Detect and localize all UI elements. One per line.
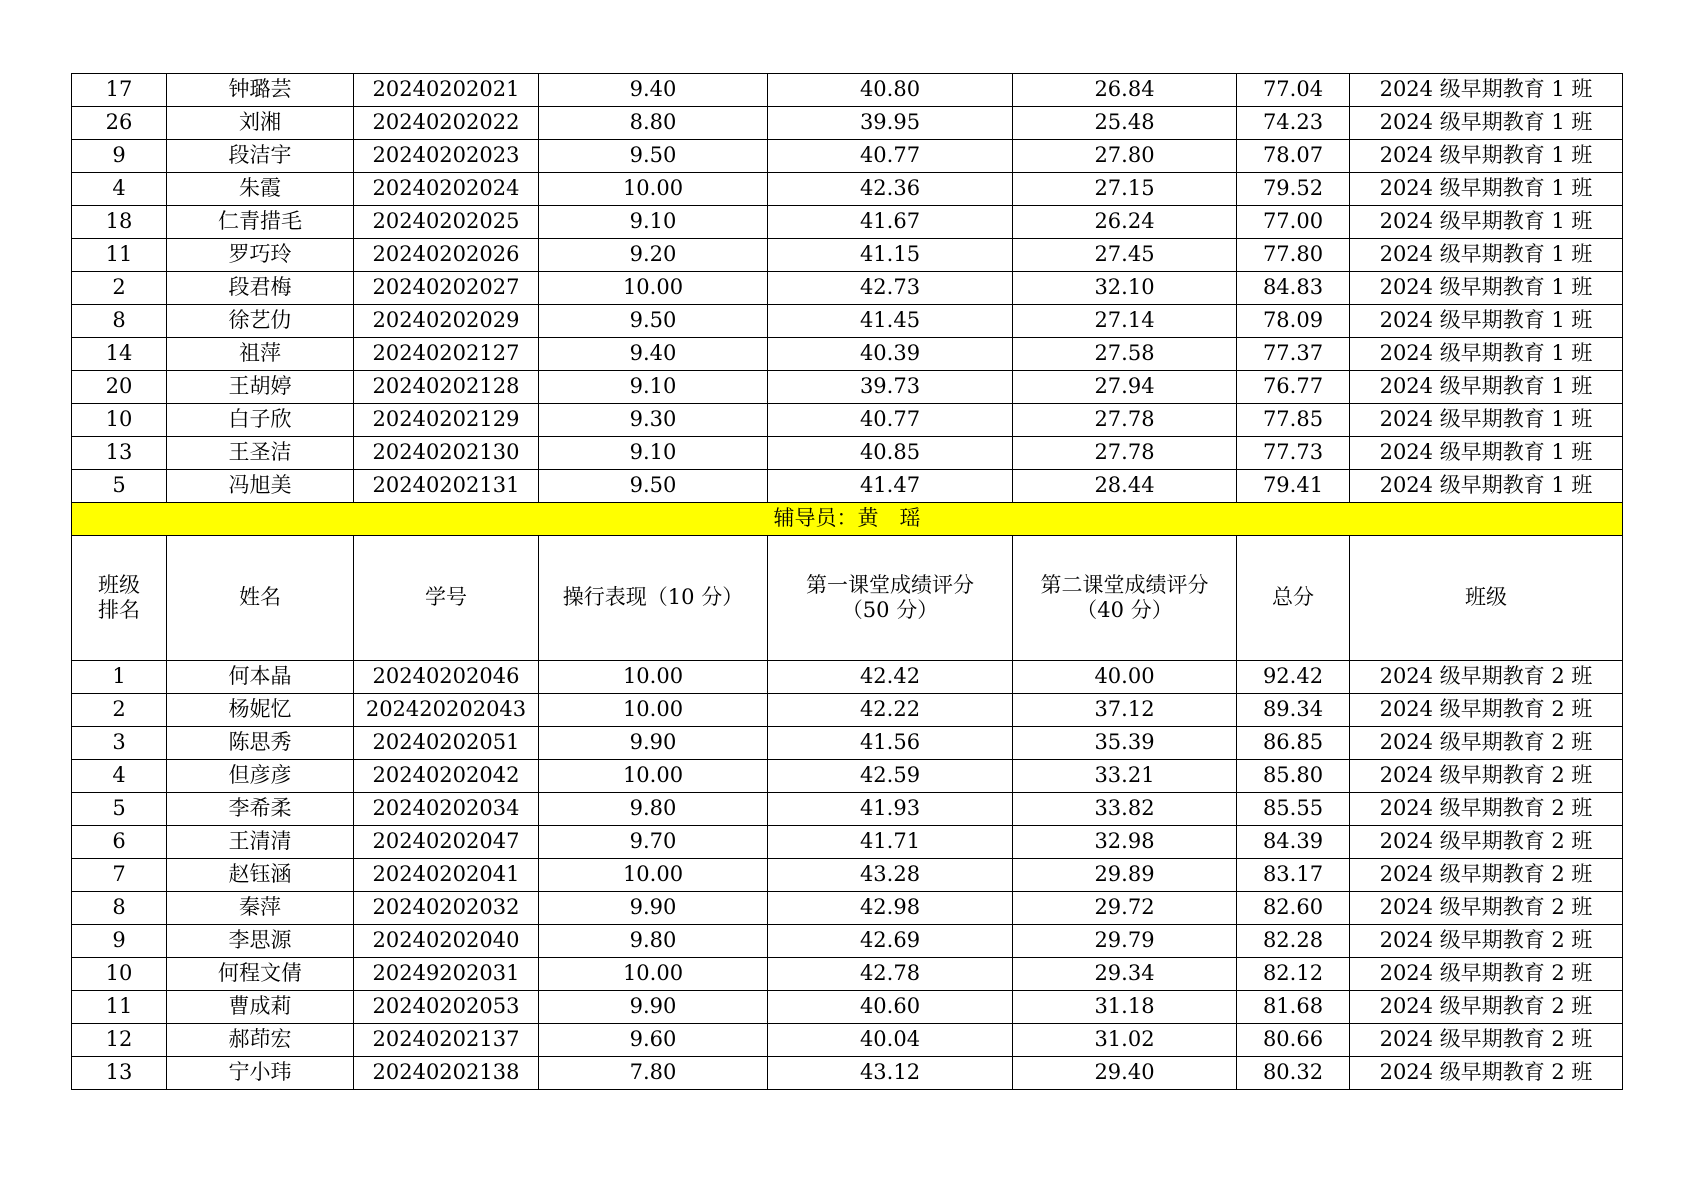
table-row bbox=[72, 272, 1623, 305]
cell-rank: 11 bbox=[72, 991, 167, 1024]
table-row bbox=[72, 826, 1623, 859]
cell-name: 白子欣 bbox=[167, 404, 354, 437]
cell-student-id: 20240202130 bbox=[354, 437, 539, 470]
cell-name: 何本晶 bbox=[167, 661, 354, 694]
table-row bbox=[72, 892, 1623, 925]
cell-rank: 1 bbox=[72, 661, 167, 694]
cell-class: 2024 级早期教育 2 班 bbox=[1350, 694, 1623, 727]
cell-rank: 9 bbox=[72, 140, 167, 173]
table-row bbox=[72, 1024, 1623, 1057]
cell-first-class: 42.78 bbox=[768, 958, 1013, 991]
cell-first-class: 42.36 bbox=[768, 173, 1013, 206]
cell-total: 82.12 bbox=[1237, 958, 1350, 991]
cell-conduct: 9.80 bbox=[539, 925, 768, 958]
cell-total: 76.77 bbox=[1237, 371, 1350, 404]
cell-name: 罗巧玲 bbox=[167, 239, 354, 272]
cell-student-id: 202420202043 bbox=[354, 694, 539, 727]
cell-second-class: 28.44 bbox=[1013, 470, 1237, 503]
cell-second-class: 40.00 bbox=[1013, 661, 1237, 694]
cell-conduct: 10.00 bbox=[539, 859, 768, 892]
cell-first-class: 43.12 bbox=[768, 1057, 1013, 1090]
cell-total: 84.83 bbox=[1237, 272, 1350, 305]
cell-first-class: 41.71 bbox=[768, 826, 1013, 859]
cell-second-class: 29.72 bbox=[1013, 892, 1237, 925]
cell-total: 77.73 bbox=[1237, 437, 1350, 470]
cell-student-id: 20240202027 bbox=[354, 272, 539, 305]
cell-conduct: 9.20 bbox=[539, 239, 768, 272]
cell-name: 郝茚宏 bbox=[167, 1024, 354, 1057]
table-row bbox=[72, 74, 1623, 107]
table-row bbox=[72, 239, 1623, 272]
cell-first-class: 40.77 bbox=[768, 140, 1013, 173]
cell-total: 85.55 bbox=[1237, 793, 1350, 826]
cell-student-id: 20240202128 bbox=[354, 371, 539, 404]
cell-first-class: 43.28 bbox=[768, 859, 1013, 892]
cell-rank: 8 bbox=[72, 892, 167, 925]
cell-class: 2024 级早期教育 2 班 bbox=[1350, 793, 1623, 826]
header-first-class bbox=[768, 536, 1013, 661]
cell-conduct: 9.60 bbox=[539, 1024, 768, 1057]
cell-conduct: 9.50 bbox=[539, 140, 768, 173]
cell-second-class: 29.89 bbox=[1013, 859, 1237, 892]
table-row bbox=[72, 173, 1623, 206]
cell-name: 曹成莉 bbox=[167, 991, 354, 1024]
cell-conduct: 9.80 bbox=[539, 793, 768, 826]
cell-total: 82.28 bbox=[1237, 925, 1350, 958]
cell-total: 82.60 bbox=[1237, 892, 1350, 925]
header-rank-line2: 排名 bbox=[98, 598, 140, 622]
cell-conduct: 9.30 bbox=[539, 404, 768, 437]
cell-student-id: 20240202029 bbox=[354, 305, 539, 338]
cell-total: 86.85 bbox=[1237, 727, 1350, 760]
cell-student-id: 20240202046 bbox=[354, 661, 539, 694]
cell-student-id: 20240202022 bbox=[354, 107, 539, 140]
cell-class: 2024 级早期教育 2 班 bbox=[1350, 760, 1623, 793]
cell-student-id: 20249202031 bbox=[354, 958, 539, 991]
cell-student-id: 20240202131 bbox=[354, 470, 539, 503]
cell-second-class: 27.15 bbox=[1013, 173, 1237, 206]
table-header-row bbox=[72, 536, 1623, 661]
cell-name: 王胡婷 bbox=[167, 371, 354, 404]
cell-total: 79.41 bbox=[1237, 470, 1350, 503]
header-first-class-line1: 第一课堂成绩评分 bbox=[806, 572, 974, 597]
cell-total: 77.00 bbox=[1237, 206, 1350, 239]
table-row bbox=[72, 404, 1623, 437]
cell-first-class: 41.15 bbox=[768, 239, 1013, 272]
cell-conduct: 9.10 bbox=[539, 371, 768, 404]
table-row bbox=[72, 694, 1623, 727]
table-row bbox=[72, 338, 1623, 371]
table-row bbox=[72, 859, 1623, 892]
cell-first-class: 40.60 bbox=[768, 991, 1013, 1024]
cell-conduct: 9.90 bbox=[539, 892, 768, 925]
cell-conduct: 9.70 bbox=[539, 826, 768, 859]
table-row bbox=[72, 925, 1623, 958]
cell-student-id: 20240202025 bbox=[354, 206, 539, 239]
cell-name: 刘湘 bbox=[167, 107, 354, 140]
cell-student-id: 20240202024 bbox=[354, 173, 539, 206]
cell-class: 2024 级早期教育 1 班 bbox=[1350, 404, 1623, 437]
cell-name: 李希柔 bbox=[167, 793, 354, 826]
cell-name: 段洁宇 bbox=[167, 140, 354, 173]
cell-conduct: 9.40 bbox=[539, 74, 768, 107]
cell-second-class: 27.78 bbox=[1013, 437, 1237, 470]
cell-name: 李思源 bbox=[167, 925, 354, 958]
cell-class: 2024 级早期教育 1 班 bbox=[1350, 107, 1623, 140]
cell-class: 2024 级早期教育 1 班 bbox=[1350, 206, 1623, 239]
cell-second-class: 27.80 bbox=[1013, 140, 1237, 173]
cell-second-class: 29.40 bbox=[1013, 1057, 1237, 1090]
cell-rank: 12 bbox=[72, 1024, 167, 1057]
cell-second-class: 27.58 bbox=[1013, 338, 1237, 371]
cell-class: 2024 级早期教育 2 班 bbox=[1350, 991, 1623, 1024]
table-row bbox=[72, 991, 1623, 1024]
cell-second-class: 27.14 bbox=[1013, 305, 1237, 338]
cell-conduct: 10.00 bbox=[539, 661, 768, 694]
cell-name: 陈思秀 bbox=[167, 727, 354, 760]
table-row bbox=[72, 371, 1623, 404]
cell-name: 王圣洁 bbox=[167, 437, 354, 470]
cell-second-class: 33.21 bbox=[1013, 760, 1237, 793]
cell-first-class: 42.22 bbox=[768, 694, 1013, 727]
cell-rank: 8 bbox=[72, 305, 167, 338]
cell-total: 89.34 bbox=[1237, 694, 1350, 727]
header-rank bbox=[72, 536, 167, 661]
table-row bbox=[72, 437, 1623, 470]
cell-rank: 4 bbox=[72, 173, 167, 206]
cell-class: 2024 级早期教育 2 班 bbox=[1350, 1024, 1623, 1057]
cell-rank: 6 bbox=[72, 826, 167, 859]
cell-first-class: 42.59 bbox=[768, 760, 1013, 793]
cell-conduct: 10.00 bbox=[539, 173, 768, 206]
table-row bbox=[72, 793, 1623, 826]
cell-student-id: 20240202053 bbox=[354, 991, 539, 1024]
cell-student-id: 20240202034 bbox=[354, 793, 539, 826]
cell-first-class: 41.47 bbox=[768, 470, 1013, 503]
cell-second-class: 26.84 bbox=[1013, 74, 1237, 107]
cell-name: 朱霞 bbox=[167, 173, 354, 206]
cell-class: 2024 级早期教育 2 班 bbox=[1350, 727, 1623, 760]
cell-second-class: 32.10 bbox=[1013, 272, 1237, 305]
cell-student-id: 20240202042 bbox=[354, 760, 539, 793]
table-row bbox=[72, 661, 1623, 694]
header-total: 总分 bbox=[1237, 536, 1350, 661]
cell-first-class: 41.67 bbox=[768, 206, 1013, 239]
cell-rank: 17 bbox=[72, 74, 167, 107]
cell-student-id: 20240202137 bbox=[354, 1024, 539, 1057]
cell-first-class: 42.69 bbox=[768, 925, 1013, 958]
section2-rows bbox=[72, 661, 1623, 1090]
table-row bbox=[72, 958, 1623, 991]
cell-student-id: 20240202138 bbox=[354, 1057, 539, 1090]
cell-total: 74.23 bbox=[1237, 107, 1350, 140]
cell-second-class: 33.82 bbox=[1013, 793, 1237, 826]
cell-class: 2024 级早期教育 1 班 bbox=[1350, 173, 1623, 206]
cell-name: 王清清 bbox=[167, 826, 354, 859]
cell-rank: 18 bbox=[72, 206, 167, 239]
cell-name: 段君梅 bbox=[167, 272, 354, 305]
cell-second-class: 25.48 bbox=[1013, 107, 1237, 140]
cell-name: 杨妮忆 bbox=[167, 694, 354, 727]
table-row bbox=[72, 1057, 1623, 1090]
cell-name: 但彦彦 bbox=[167, 760, 354, 793]
cell-second-class: 29.34 bbox=[1013, 958, 1237, 991]
cell-first-class: 40.39 bbox=[768, 338, 1013, 371]
cell-class: 2024 级早期教育 1 班 bbox=[1350, 239, 1623, 272]
cell-rank: 10 bbox=[72, 958, 167, 991]
cell-student-id: 20240202021 bbox=[354, 74, 539, 107]
cell-conduct: 10.00 bbox=[539, 694, 768, 727]
cell-rank: 2 bbox=[72, 694, 167, 727]
counselor-band: 辅导员：黄 瑶 bbox=[72, 503, 1623, 536]
cell-first-class: 41.56 bbox=[768, 727, 1013, 760]
cell-student-id: 20240202051 bbox=[354, 727, 539, 760]
cell-conduct: 10.00 bbox=[539, 272, 768, 305]
cell-conduct: 10.00 bbox=[539, 958, 768, 991]
cell-second-class: 27.78 bbox=[1013, 404, 1237, 437]
cell-first-class: 39.73 bbox=[768, 371, 1013, 404]
header-first-class-line2: （50 分） bbox=[841, 598, 939, 622]
cell-class: 2024 级早期教育 2 班 bbox=[1350, 958, 1623, 991]
header-class: 班级 bbox=[1350, 536, 1623, 661]
cell-class: 2024 级早期教育 2 班 bbox=[1350, 859, 1623, 892]
cell-second-class: 26.24 bbox=[1013, 206, 1237, 239]
cell-second-class: 27.94 bbox=[1013, 371, 1237, 404]
table-row bbox=[72, 140, 1623, 173]
cell-rank: 4 bbox=[72, 760, 167, 793]
cell-student-id: 20240202129 bbox=[354, 404, 539, 437]
cell-total: 77.04 bbox=[1237, 74, 1350, 107]
cell-class: 2024 级早期教育 1 班 bbox=[1350, 371, 1623, 404]
cell-conduct: 10.00 bbox=[539, 760, 768, 793]
cell-first-class: 41.45 bbox=[768, 305, 1013, 338]
table-row bbox=[72, 305, 1623, 338]
cell-total: 92.42 bbox=[1237, 661, 1350, 694]
header-second-class-line1: 第二课堂成绩评分 bbox=[1040, 572, 1209, 597]
cell-rank: 10 bbox=[72, 404, 167, 437]
cell-class: 2024 级早期教育 1 班 bbox=[1350, 470, 1623, 503]
cell-name: 祖萍 bbox=[167, 338, 354, 371]
cell-first-class: 42.42 bbox=[768, 661, 1013, 694]
cell-class: 2024 级早期教育 2 班 bbox=[1350, 925, 1623, 958]
header-conduct: 操行表现（10 分） bbox=[539, 536, 768, 661]
cell-first-class: 41.93 bbox=[768, 793, 1013, 826]
cell-rank: 11 bbox=[72, 239, 167, 272]
cell-conduct: 9.10 bbox=[539, 437, 768, 470]
table-row bbox=[72, 470, 1623, 503]
cell-second-class: 29.79 bbox=[1013, 925, 1237, 958]
cell-rank: 3 bbox=[72, 727, 167, 760]
header-student-id: 学号 bbox=[354, 536, 539, 661]
cell-name: 何程文倩 bbox=[167, 958, 354, 991]
cell-first-class: 42.73 bbox=[768, 272, 1013, 305]
cell-name: 徐艺仂 bbox=[167, 305, 354, 338]
cell-conduct: 7.80 bbox=[539, 1057, 768, 1090]
cell-student-id: 20240202040 bbox=[354, 925, 539, 958]
cell-total: 80.66 bbox=[1237, 1024, 1350, 1057]
cell-total: 85.80 bbox=[1237, 760, 1350, 793]
cell-total: 81.68 bbox=[1237, 991, 1350, 1024]
cell-student-id: 20240202127 bbox=[354, 338, 539, 371]
cell-rank: 5 bbox=[72, 793, 167, 826]
cell-conduct: 9.90 bbox=[539, 727, 768, 760]
cell-student-id: 20240202041 bbox=[354, 859, 539, 892]
cell-class: 2024 级早期教育 2 班 bbox=[1350, 1057, 1623, 1090]
cell-second-class: 31.18 bbox=[1013, 991, 1237, 1024]
cell-class: 2024 级早期教育 1 班 bbox=[1350, 305, 1623, 338]
cell-total: 77.80 bbox=[1237, 239, 1350, 272]
header-second-class-line2: （40 分） bbox=[1076, 598, 1173, 622]
cell-total: 84.39 bbox=[1237, 826, 1350, 859]
table-row bbox=[72, 206, 1623, 239]
cell-class: 2024 级早期教育 1 班 bbox=[1350, 338, 1623, 371]
cell-conduct: 9.10 bbox=[539, 206, 768, 239]
cell-second-class: 31.02 bbox=[1013, 1024, 1237, 1057]
cell-first-class: 40.77 bbox=[768, 404, 1013, 437]
cell-class: 2024 级早期教育 1 班 bbox=[1350, 437, 1623, 470]
score-table bbox=[71, 73, 1623, 1090]
cell-rank: 13 bbox=[72, 1057, 167, 1090]
counselor-band-row bbox=[72, 503, 1623, 536]
cell-name: 赵钰涵 bbox=[167, 859, 354, 892]
cell-first-class: 39.95 bbox=[768, 107, 1013, 140]
cell-rank: 2 bbox=[72, 272, 167, 305]
cell-class: 2024 级早期教育 1 班 bbox=[1350, 140, 1623, 173]
header-name: 姓名 bbox=[167, 536, 354, 661]
cell-rank: 20 bbox=[72, 371, 167, 404]
cell-rank: 5 bbox=[72, 470, 167, 503]
cell-class: 2024 级早期教育 2 班 bbox=[1350, 826, 1623, 859]
cell-student-id: 20240202023 bbox=[354, 140, 539, 173]
cell-total: 78.07 bbox=[1237, 140, 1350, 173]
cell-rank: 26 bbox=[72, 107, 167, 140]
cell-rank: 14 bbox=[72, 338, 167, 371]
cell-student-id: 20240202026 bbox=[354, 239, 539, 272]
cell-conduct: 9.40 bbox=[539, 338, 768, 371]
cell-total: 78.09 bbox=[1237, 305, 1350, 338]
cell-conduct: 8.80 bbox=[539, 107, 768, 140]
cell-first-class: 40.04 bbox=[768, 1024, 1013, 1057]
cell-total: 77.37 bbox=[1237, 338, 1350, 371]
cell-second-class: 32.98 bbox=[1013, 826, 1237, 859]
table-row bbox=[72, 107, 1623, 140]
counselor-section bbox=[72, 503, 1623, 661]
cell-class: 2024 级早期教育 2 班 bbox=[1350, 661, 1623, 694]
cell-total: 80.32 bbox=[1237, 1057, 1350, 1090]
cell-name: 仁青措毛 bbox=[167, 206, 354, 239]
cell-total: 83.17 bbox=[1237, 859, 1350, 892]
header-second-class bbox=[1013, 536, 1237, 661]
cell-second-class: 27.45 bbox=[1013, 239, 1237, 272]
cell-rank: 7 bbox=[72, 859, 167, 892]
cell-class: 2024 级早期教育 1 班 bbox=[1350, 272, 1623, 305]
cell-student-id: 20240202047 bbox=[354, 826, 539, 859]
cell-name: 钟璐芸 bbox=[167, 74, 354, 107]
table-row bbox=[72, 760, 1623, 793]
cell-total: 77.85 bbox=[1237, 404, 1350, 437]
cell-second-class: 37.12 bbox=[1013, 694, 1237, 727]
cell-name: 宁小玮 bbox=[167, 1057, 354, 1090]
cell-class: 2024 级早期教育 1 班 bbox=[1350, 74, 1623, 107]
cell-rank: 13 bbox=[72, 437, 167, 470]
table-row bbox=[72, 727, 1623, 760]
cell-name: 秦萍 bbox=[167, 892, 354, 925]
cell-first-class: 40.80 bbox=[768, 74, 1013, 107]
cell-total: 79.52 bbox=[1237, 173, 1350, 206]
cell-conduct: 9.90 bbox=[539, 991, 768, 1024]
cell-first-class: 42.98 bbox=[768, 892, 1013, 925]
cell-conduct: 9.50 bbox=[539, 470, 768, 503]
header-rank-line1: 班级 bbox=[98, 572, 140, 597]
section1-rows bbox=[72, 74, 1623, 503]
cell-rank: 9 bbox=[72, 925, 167, 958]
cell-second-class: 35.39 bbox=[1013, 727, 1237, 760]
cell-conduct: 9.50 bbox=[539, 305, 768, 338]
cell-class: 2024 级早期教育 2 班 bbox=[1350, 892, 1623, 925]
cell-name: 冯旭美 bbox=[167, 470, 354, 503]
cell-student-id: 20240202032 bbox=[354, 892, 539, 925]
cell-first-class: 40.85 bbox=[768, 437, 1013, 470]
